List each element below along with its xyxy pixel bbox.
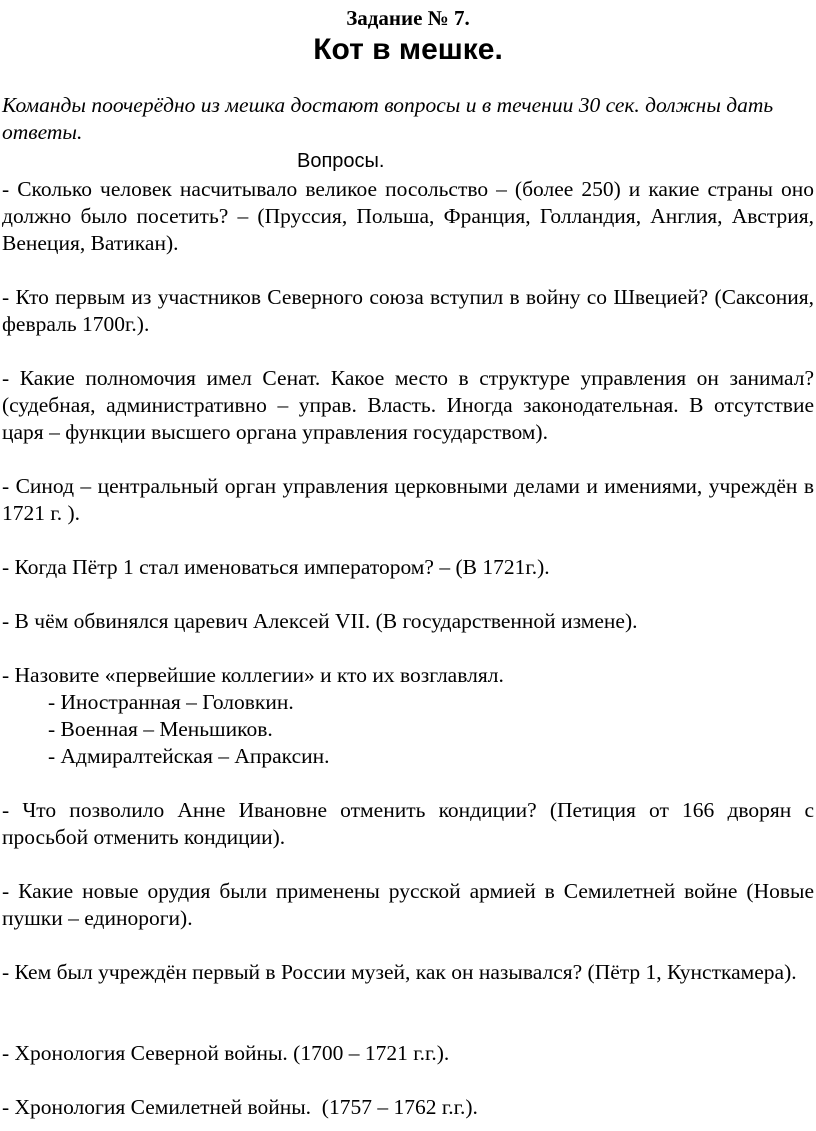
question-item: - Какие новые орудия были применены русской армией в Семилетней войне (Новые пушки – единороги). bbox=[2, 879, 814, 930]
question-item: - Что позволило Анне Ивановне отменить кондиции? (Петиция от 166 дворян с просьбой отменить кондиции). bbox=[2, 798, 814, 849]
question-item: - Синод – центральный орган управления церковными делами и имениями, учреждён в 1721 г. ). bbox=[2, 474, 814, 525]
question-item: - Хронология Северной войны. (1700 – 1721 г.г.). bbox=[2, 1041, 450, 1065]
question-item: - Сколько человек насчитывало великое посольство – (более 250) и какие страны оно должно было посетить? – (Пруссия, Польша, Франция, Голландия, Англия, Австрия, Венеция, Ватикан). bbox=[2, 177, 814, 255]
task-title: Кот в мешке. bbox=[313, 33, 503, 66]
questions-heading: Вопросы. bbox=[297, 150, 385, 172]
question-item: - В чём обвинялся царевич Алексей VII. (В государственной измене). bbox=[2, 609, 638, 633]
intro-text: Команды поочерёдно из мешка достают вопросы и в течении 30 сек. должны дать ответы. bbox=[2, 93, 774, 144]
question-item: - Хронология Семилетней войны. (1757 – 1762 г.г.). bbox=[2, 1095, 478, 1119]
question-item: - Какие полномочия имел Сенат. Какое место в структуре управления он занимал? (судебная, административно – управ. Власть. Иногда законодательная. В отсутствие царя – функции высшего органа управления государством). bbox=[2, 366, 814, 444]
task-label: Задание № 7. bbox=[346, 6, 470, 30]
question-item: - Когда Пётр 1 стал именоваться императором? – (В 1721г.). bbox=[2, 555, 550, 579]
question-item: - Кто первым из участников Северного союза вступил в войну со Швецией? (Саксония, февраль 1700г.). bbox=[2, 285, 814, 336]
college-item: - Военная – Меньшиков. bbox=[48, 717, 273, 741]
college-item: - Иностранная – Головкин. bbox=[48, 690, 294, 714]
question-item: - Назовите «первейшие коллегии» и кто их возглавлял. bbox=[2, 663, 504, 687]
college-item: - Адмиралтейская – Апраксин. bbox=[48, 744, 330, 768]
question-item: - Кем был учреждён первый в России музей, как он назывался? (Пётр 1, Кунсткамера). bbox=[2, 960, 797, 984]
